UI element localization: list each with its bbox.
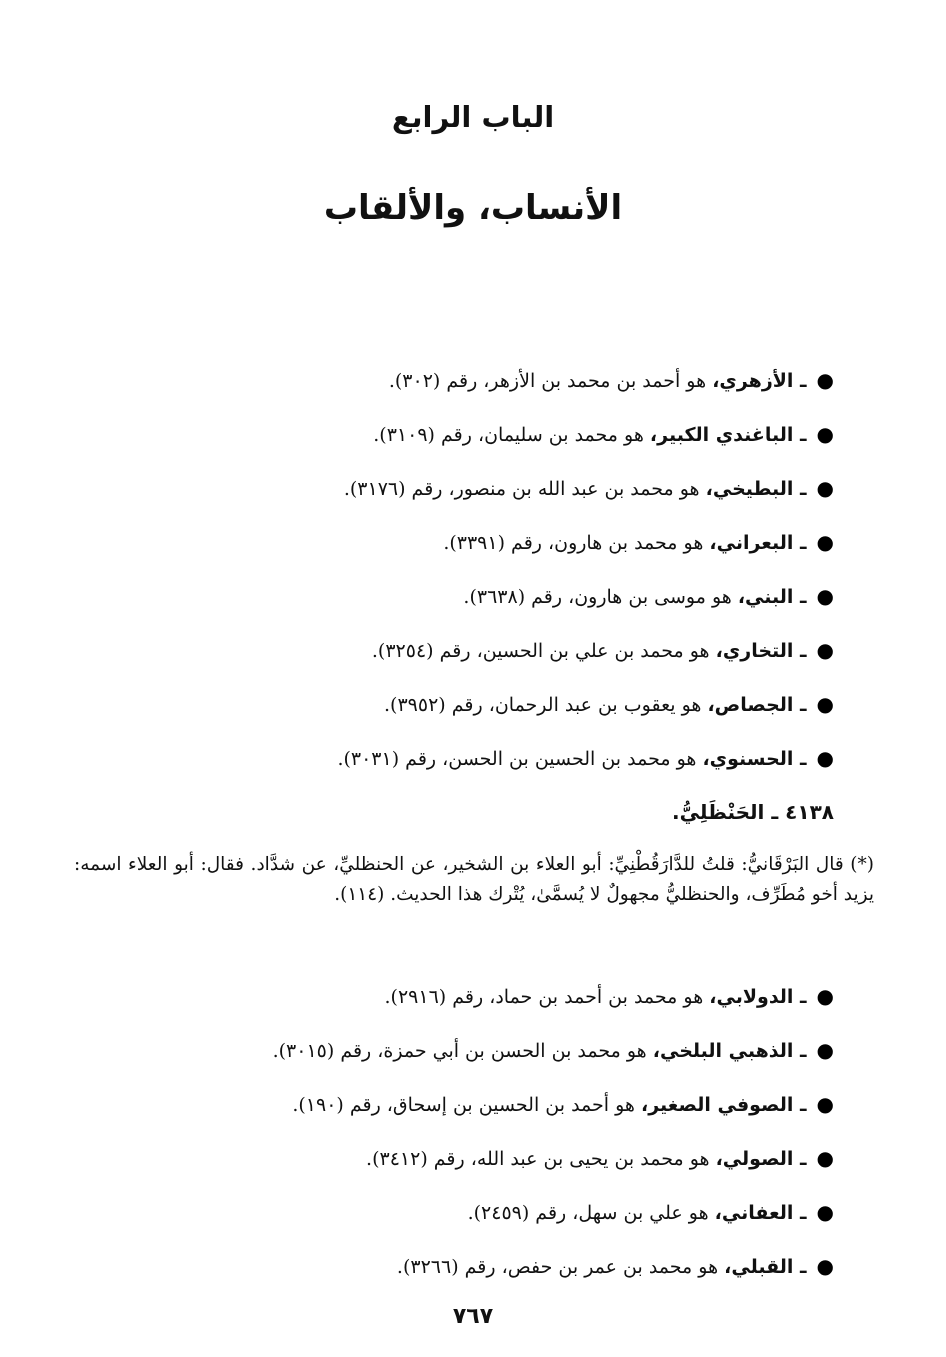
bullet-icon: ●: [816, 1146, 834, 1170]
item-text: هو محمد بن أحمد بن حماد، رقم (٢٩١٦).: [384, 986, 704, 1008]
item-name: ـ القبلي،: [724, 1256, 807, 1278]
list-item: [114, 1082, 834, 1136]
list-item: [114, 682, 834, 736]
chapter-title: الباب الرابع: [391, 100, 555, 134]
page-number: ٧٦٧: [452, 1304, 494, 1329]
item-text: هو محمد بن هارون، رقم (٣٣٩١).: [443, 532, 704, 554]
bullet-icon: ●: [816, 422, 834, 446]
item-text: هو محمد بن يحيى بن عبد الله، رقم (٣٤١٢).: [366, 1148, 710, 1170]
bullet-icon: ●: [816, 1038, 834, 1062]
list-item: [114, 628, 834, 682]
item-name: ـ الجصاص،: [707, 694, 807, 716]
item-name: ـ التخاري،: [715, 640, 807, 662]
item-text: هو يعقوب بن عبد الرحمان، رقم (٣٩٥٢).: [384, 694, 702, 716]
list-item: [114, 1190, 834, 1244]
bullet-icon: ●: [816, 1254, 834, 1278]
item-name: ـ الباغندي الكبير،: [649, 424, 807, 446]
item-text: هو موسى بن هارون، رقم (٣٦٣٨).: [463, 586, 732, 608]
list-item: [114, 974, 834, 1028]
names-list-second: [114, 974, 834, 1298]
item-text: هو محمد بن عمر بن حفص، رقم (٣٢٦٦).: [396, 1256, 719, 1278]
list-item: [114, 1028, 834, 1082]
bullet-icon: ●: [816, 984, 834, 1008]
item-name: ـ البني،: [737, 586, 807, 608]
bullet-icon: ●: [816, 530, 834, 554]
list-item: [114, 466, 834, 520]
bullet-icon: ●: [816, 692, 834, 716]
entry-heading: ٤١٣٨ ـ الحَنْظَلِيُّ.: [671, 800, 834, 824]
item-text: هو محمد بن علي بن الحسين، رقم (٣٢٥٤).: [371, 640, 710, 662]
item-text: هو أحمد بن محمد بن الأزهر، رقم (٣٠٢).: [388, 370, 707, 392]
bullet-icon: ●: [816, 746, 834, 770]
list-item: [114, 520, 834, 574]
list-item: [114, 358, 834, 412]
item-text: هو محمد بن عبد الله بن منصور، رقم (٣١٧٦).: [343, 478, 700, 500]
bullet-icon: ●: [816, 1200, 834, 1224]
bullet-icon: ●: [816, 476, 834, 500]
item-name: ـ الذهبي البلخي،: [652, 1040, 807, 1062]
list-item: [114, 736, 834, 790]
bullet-icon: ●: [816, 638, 834, 662]
bullet-icon: ●: [816, 1092, 834, 1116]
item-name: ـ البطيخي،: [705, 478, 807, 500]
item-name: ـ العفاني،: [714, 1202, 807, 1224]
item-text: هو أحمد بن الحسين بن إسحاق، رقم (١٩٠).: [292, 1094, 635, 1116]
list-item: [114, 1136, 834, 1190]
list-item: [114, 412, 834, 466]
names-list-first: [114, 358, 834, 790]
item-name: ـ الأزهري،: [712, 370, 807, 392]
section-title: الأنساب، والألقاب: [323, 188, 623, 228]
item-name: ـ الدولابي،: [709, 986, 807, 1008]
bullet-icon: ●: [816, 584, 834, 608]
list-item: [114, 1244, 834, 1298]
item-text: هو محمد بن الحسن بن أبي حمزة، رقم (٣٠١٥).: [272, 1040, 647, 1062]
item-name: ـ الصوفي الصغير،: [640, 1094, 807, 1116]
list-item: [114, 574, 834, 628]
item-text: هو محمد بن الحسين بن الحسن، رقم (٣٠٣١).: [337, 748, 697, 770]
item-text: هو علي بن سهل، رقم (٢٤٥٩).: [467, 1202, 709, 1224]
item-name: ـ الحسنوي،: [702, 748, 807, 770]
item-text: هو محمد بن سليمان، رقم (٣١٠٩).: [373, 424, 644, 446]
bullet-icon: ●: [816, 368, 834, 392]
item-name: ـ الصولي،: [715, 1148, 807, 1170]
entry-note: (*) قال البَرْقَانيُّ: قلتُ للدَّارَقُطْنِيِّ: أبو العلاء بن الشخير، عن الحنظليِّ، عن شدَّاد. فقال: أبو العلاء اسمه: يزيد أخو مُطَرِّف، والحنظليُّ مجهولٌ لا يُسمَّىٰ، يُتْرك هذا الحديث. (١١٤).: [74, 854, 874, 905]
item-name: ـ البعراني،: [709, 532, 807, 554]
